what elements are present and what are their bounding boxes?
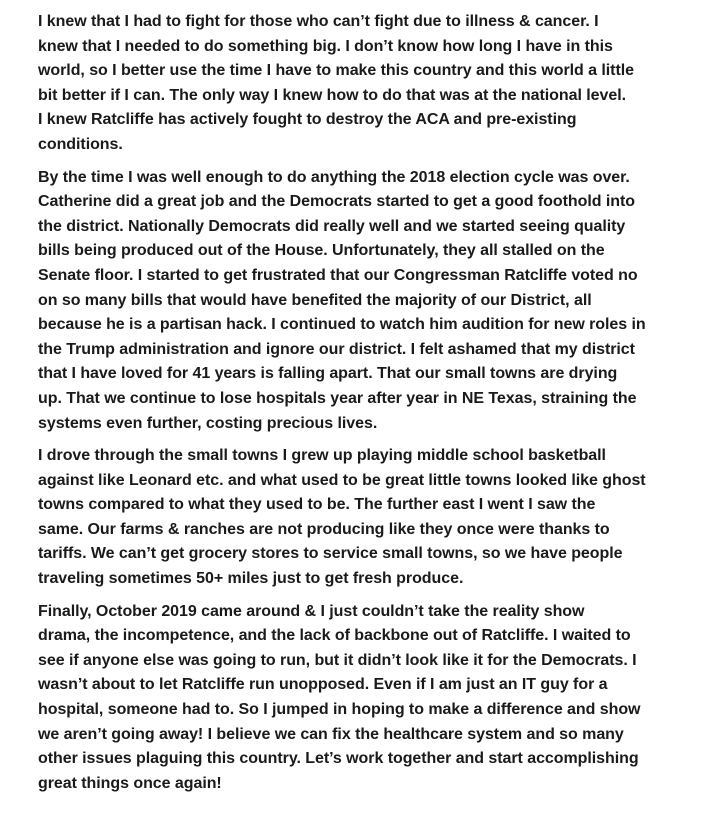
text-line: same. Our farms & ranches are not producing like they once were thanks to xyxy=(38,520,610,538)
text-line: I knew Ratcliffe has actively fought to destroy the ACA and pre-existing xyxy=(38,111,577,129)
text-line: Catherine did a great job and the Democrats started to get a good foothold into xyxy=(38,193,635,211)
text-line: up. That we continue to lose hospitals year after year in NE Texas, straining the xyxy=(38,389,637,407)
text-line: world, so I better use the time I have to make this country and this world a little xyxy=(38,62,634,80)
paragraph-3 xyxy=(38,444,700,592)
paragraph-1 xyxy=(38,10,700,158)
text-line: other issues plaguing this country. Let’s work together and start accomplishing xyxy=(38,750,639,768)
text-line: drama, the incompetence, and the lack of backbone out of Ratcliffe. I waited to xyxy=(38,627,631,645)
text-line: knew that I needed to do something big. I don’t know how long I have in this xyxy=(38,37,613,55)
text-line: that I have loved for 41 years is falling apart. That our small towns are drying xyxy=(38,365,618,383)
text-line: systems even further, costing precious lives. xyxy=(38,414,378,432)
document-body xyxy=(38,10,700,804)
text-line: tariffs. We can’t get grocery stores to service small towns, so we have people xyxy=(38,545,623,563)
text-line: bills being produced out of the House. Unfortunately, they all stalled on the xyxy=(38,242,605,260)
text-line: conditions. xyxy=(38,135,123,153)
text-line: on so many bills that would have benefited the majority of our District, all xyxy=(38,291,592,309)
text-line: I knew that I had to fight for those who can’t fight due to illness & cancer. I xyxy=(38,13,599,30)
paragraph-2 xyxy=(38,166,700,437)
text-line: because he is a partisan hack. I continued to watch him audition for new roles in xyxy=(38,316,646,334)
text-line: see if anyone else was going to run, but it didn’t look like it for the Democrats. I xyxy=(38,651,637,669)
text-line: wasn’t about to let Ratcliffe run unopposed. Even if I am just an IT guy for a xyxy=(38,676,608,694)
text-line: By the time I was well enough to do anything the 2018 election cycle was over. xyxy=(38,168,630,186)
text-line: I drove through the small towns I grew up playing middle school basketball xyxy=(38,447,606,465)
text-line: the Trump administration and ignore our district. I felt ashamed that my district xyxy=(38,340,635,358)
text-line: against like Leonard etc. and what used to be great little towns looked like ghost xyxy=(38,471,646,489)
text-line: hospital, someone had to. So I jumped in hoping to make a difference and show xyxy=(38,701,641,719)
paragraph-4 xyxy=(38,600,700,797)
text-line: the district. Nationally Democrats did really well and we started seeing quality xyxy=(38,217,626,235)
text-line: Senate floor. I started to get frustrated that our Congressman Ratcliffe voted no xyxy=(38,266,638,284)
text-line: towns compared to what they used to be. The further east I went I saw the xyxy=(38,496,596,514)
text-line: traveling sometimes 50+ miles just to get fresh produce. xyxy=(38,570,464,588)
text-line: great things once again! xyxy=(38,774,222,792)
text-line: bit better if I can. The only way I knew how to do that was at the national level. xyxy=(38,86,626,104)
text-line: Finally, October 2019 came around & I just couldn’t take the reality show xyxy=(38,602,585,620)
text-line: we aren’t going away! I believe we can fix the healthcare system and so many xyxy=(38,725,624,743)
